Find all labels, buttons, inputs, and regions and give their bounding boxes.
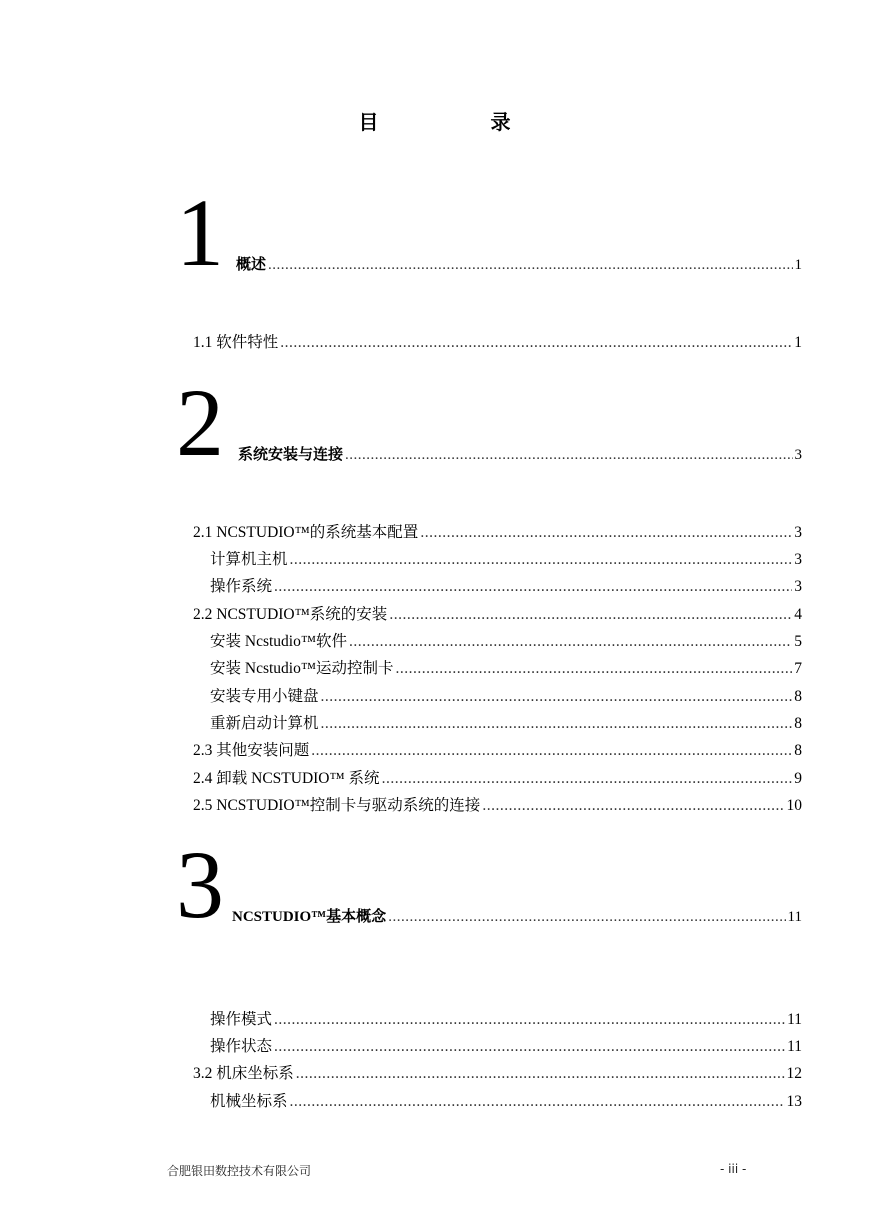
page-number: 11: [787, 1011, 802, 1028]
leader-dots: [280, 334, 792, 352]
toc-entry[interactable]: [210, 629, 802, 651]
page-number: 11: [787, 1038, 802, 1055]
chapter-title: NCSTUDIO™基本概念: [232, 909, 387, 925]
toc-entry[interactable]: [193, 1061, 802, 1083]
leader-dots: [274, 578, 792, 596]
page-number: 13: [786, 1093, 802, 1110]
leader-dots: [290, 551, 793, 569]
entry-label: 安装专用小键盘: [210, 688, 319, 705]
toc-entry[interactable]: [193, 602, 802, 624]
entry-label: 计算机主机: [210, 551, 288, 568]
footer-page-number: - iii -: [720, 1162, 747, 1176]
toc-entry[interactable]: [210, 574, 802, 596]
page-number: 10: [786, 797, 802, 814]
leader-dots: [296, 1065, 785, 1083]
toc-entry[interactable]: [193, 738, 802, 760]
chapter-heading[interactable]: [176, 179, 802, 286]
leader-dots: [349, 633, 792, 651]
toc-entry[interactable]: [193, 330, 802, 352]
toc-entry[interactable]: [210, 1089, 802, 1111]
chapter-heading[interactable]: [176, 831, 802, 938]
chapter-number: 1: [176, 179, 224, 286]
leader-dots: [290, 1093, 785, 1111]
leader-dots: [268, 257, 792, 274]
chapter-heading[interactable]: [176, 369, 802, 476]
entry-label: 2.3 其他安装问题: [193, 742, 310, 759]
chapter-number: 3: [176, 831, 224, 938]
page-number: 12: [786, 1065, 802, 1082]
leader-dots: [321, 715, 793, 733]
footer-company: 合肥银田数控技术有限公司: [167, 1164, 312, 1178]
page-number: 8: [794, 742, 802, 759]
toc-entry[interactable]: [210, 1007, 802, 1029]
entry-label: 1.1 软件特性: [193, 334, 279, 351]
toc-entry[interactable]: [210, 711, 802, 733]
page-number: 8: [794, 688, 802, 705]
toc-entry[interactable]: [210, 547, 802, 569]
leader-dots: [389, 606, 792, 624]
leader-dots: [396, 660, 793, 678]
entry-label: 操作状态: [210, 1038, 273, 1055]
toc-entry[interactable]: [210, 656, 802, 678]
page-number: 9: [794, 770, 802, 787]
page-number: 8: [794, 715, 802, 732]
chapter-title: 系统安装与连接: [238, 447, 344, 463]
page-number: 1: [794, 257, 802, 273]
leader-dots: [274, 1011, 785, 1029]
page-number: 3: [794, 578, 802, 595]
toc-entry[interactable]: [193, 793, 802, 815]
leader-dots: [311, 742, 792, 760]
page-number: 1: [794, 334, 802, 351]
entry-label: 2.2 NCSTUDIO™系统的安装: [193, 606, 388, 623]
page-number: 4: [794, 606, 802, 623]
toc-entry[interactable]: [193, 766, 802, 788]
entry-label: 重新启动计算机: [210, 715, 319, 732]
leader-dots: [274, 1038, 785, 1056]
leader-dots: [321, 688, 793, 706]
chapter-number: 2: [176, 369, 224, 476]
chapter-title: 概述: [236, 257, 267, 273]
page-number: 3: [794, 447, 802, 463]
entry-label: 2.1 NCSTUDIO™的系统基本配置: [193, 524, 419, 541]
entry-label: 3.2 机床坐标系: [193, 1065, 294, 1082]
entry-label: 操作模式: [210, 1011, 273, 1028]
page-number: 7: [794, 660, 802, 677]
leader-dots: [382, 770, 793, 788]
entry-label: 操作系统: [210, 578, 273, 595]
page-number: 11: [787, 909, 802, 925]
page-number: 3: [794, 551, 802, 568]
leader-dots: [388, 909, 785, 926]
toc-title: 目 录: [358, 110, 557, 134]
leader-dots: [345, 447, 792, 464]
toc-entry[interactable]: [210, 684, 802, 706]
entry-label: 2.5 NCSTUDIO™控制卡与驱动系统的连接: [193, 797, 481, 814]
entry-label: 安装 Ncstudio™软件: [210, 633, 348, 650]
entry-label: 机械坐标系: [210, 1093, 288, 1110]
toc-entry[interactable]: [193, 520, 802, 542]
leader-dots: [420, 524, 792, 542]
page-number: 3: [794, 524, 802, 541]
toc-entry[interactable]: [210, 1034, 802, 1056]
entry-label: 安装 Ncstudio™运动控制卡: [210, 660, 394, 677]
page-number: 5: [794, 633, 802, 650]
leader-dots: [482, 797, 784, 815]
entry-label: 2.4 卸载 NCSTUDIO™ 系统: [193, 770, 380, 787]
